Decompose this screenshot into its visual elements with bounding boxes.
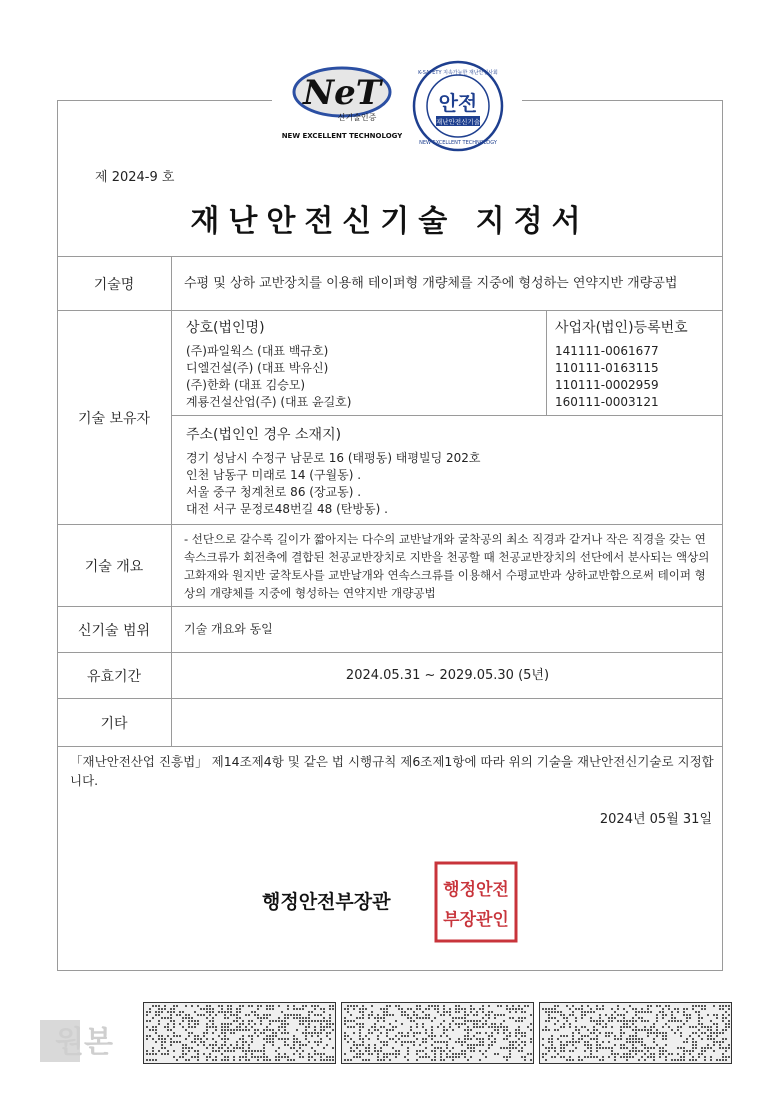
scope-value: 기술 개요와 동일	[172, 607, 724, 653]
row-holder	[57, 311, 723, 525]
holder-address: 서울 중구 청계천로 86 (장교동) .	[186, 485, 362, 499]
holder-address-header: 주소(법인인 경우 소재지)	[186, 427, 342, 443]
security-barcode-2	[341, 1002, 534, 1064]
seal-text-line-1: 행정안전	[443, 880, 509, 900]
holder-label: 기술 보유자	[57, 311, 172, 525]
row-etc	[57, 699, 723, 747]
holder-name: (주)한화 (대표 김승모)	[186, 378, 306, 392]
original-watermark	[38, 1018, 130, 1064]
holder-reg: 141111-0061677	[555, 344, 659, 358]
holder-reg: 110111-0163115	[555, 361, 659, 375]
tech-name-value: 수평 및 상하 교반장치를 이용해 테이퍼형 개량체를 지중에 형성하는 연약지반 개량공법	[172, 257, 724, 311]
holder-reg: 110111-0002959	[555, 378, 659, 392]
issue-date: 2024년 05월 31일	[599, 812, 712, 827]
seal-text-line-2: 부장관인	[443, 910, 509, 930]
holder-address-block	[172, 416, 723, 524]
security-barcode-3	[539, 1002, 732, 1064]
holder-address: 대전 서구 문정로48번길 48 (탄방동) .	[186, 502, 388, 516]
issuer-name: 행정안전부장관	[262, 891, 391, 913]
holder-names-column	[172, 311, 547, 415]
holder-address: 인천 남동구 미래로 14 (구월동) .	[186, 468, 362, 482]
net-logo-sub: 신기술인증	[337, 113, 377, 122]
etc-label: 기타	[57, 699, 172, 747]
holder-address: 경기 성남시 수정구 남문로 16 (태평동) 태평빌딩 202호	[186, 451, 481, 465]
logo-group	[272, 56, 522, 156]
holder-regs-header: 사업자(법인)등록번호	[555, 320, 688, 336]
anjeon-logo-top-caption: K-SAFETY 지속가능한 재난안전사회	[418, 70, 498, 76]
holder-name: 디엘건설(주) (대표 박유신)	[186, 361, 329, 375]
overview-label: 기술 개요	[57, 525, 172, 607]
document-title: 재난안전신기술 지정서	[190, 204, 590, 239]
certificate-table	[57, 256, 723, 747]
closing-statement: 「재난안전산업 진흥법」 제14조제4항 및 같은 법 시행규칙 제6조제1항에 따라 위의 기술을 재난안전신기술로 지정합니다.	[70, 754, 714, 788]
tech-name-label: 기술명	[57, 257, 172, 311]
row-overview	[57, 525, 723, 607]
net-logo-text: NeT	[302, 73, 382, 113]
holder-top	[172, 311, 723, 416]
holder-regs-column	[547, 311, 723, 415]
anjeon-logo-inner: 재난안전신기술	[436, 118, 480, 126]
anjeon-logo	[412, 60, 504, 152]
holder-name: (주)파일웍스 (대표 백규호)	[186, 344, 329, 358]
official-seal	[434, 861, 518, 943]
holder-names-header: 상호(법인명)	[186, 320, 265, 336]
scope-label: 신기술 범위	[57, 607, 172, 653]
validity-label: 유효기간	[57, 653, 172, 699]
row-validity	[57, 653, 723, 699]
anjeon-logo-text: 안전	[438, 91, 478, 115]
holder-reg: 160111-0003121	[555, 395, 659, 409]
holder-wrap	[172, 311, 723, 524]
net-logo-caption: NEW EXCELLENT TECHNOLOGY	[282, 132, 402, 140]
etc-value	[172, 699, 724, 747]
document-number: 제 2024-9 호	[95, 170, 175, 185]
holder-name: 계룡건설산업(주) (대표 윤길호)	[186, 395, 352, 409]
overview-value: - 선단으로 갈수록 길이가 짧아지는 다수의 교반날개와 굴착공의 최소 직경과 같거나 작은 직경을 갖는 연속스크류가 회전축에 결합된 천공교반장치로 지반을 천공할 때 천공교반장치의 선단에서 분사되는 액상의 고화재와 원지반 굴착토사를 교반날개와 연속스크류를 이용해서 수평교반과 상하교반함으로써 테이퍼 형상의 개량체를 지중에 형성하는 연약지반 개량공법	[172, 525, 724, 607]
watermark-text: 원본	[55, 1025, 113, 1060]
security-barcode-1	[143, 1002, 336, 1064]
validity-value: 2024.05.31 ~ 2029.05.30 (5년)	[172, 653, 724, 699]
anjeon-logo-bottom-caption: NEW EXCELLENT TECHNOLOGY	[419, 140, 497, 146]
row-scope	[57, 607, 723, 653]
holder-cell	[172, 311, 724, 525]
row-tech-name	[57, 257, 723, 311]
net-logo	[282, 58, 402, 148]
